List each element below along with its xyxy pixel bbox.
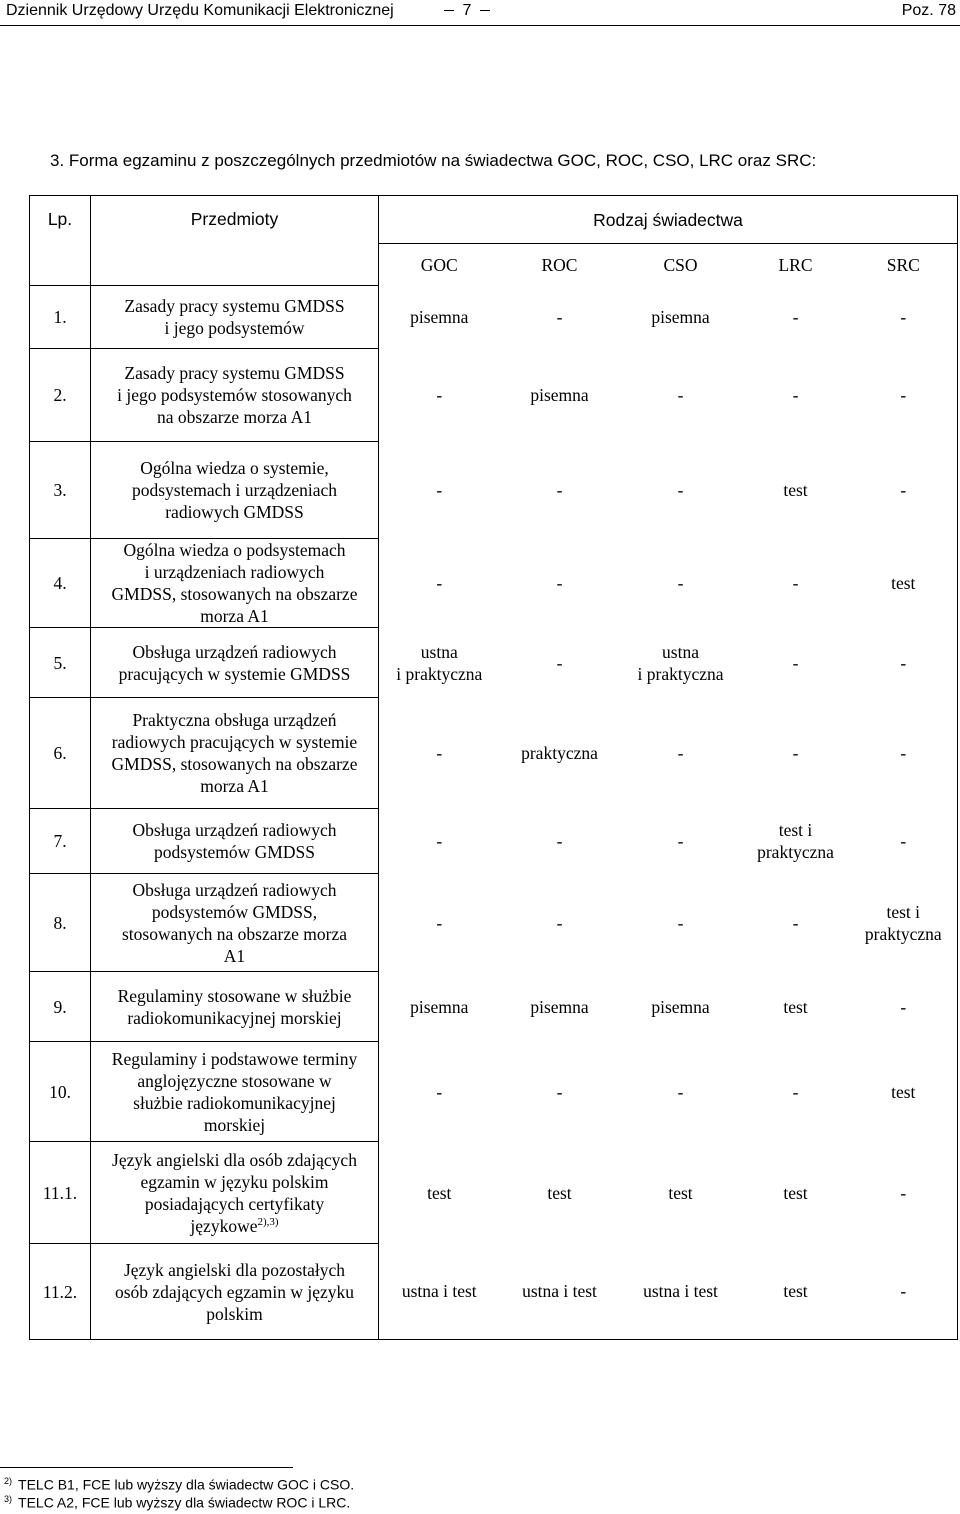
row-subject — [91, 628, 379, 698]
subject-line: radiowych GMDSS — [165, 502, 304, 522]
cell-lrc — [742, 286, 850, 349]
cell-text: - — [436, 912, 443, 933]
row-subject — [91, 1042, 379, 1142]
cell-text: - — [436, 743, 443, 763]
cell-roc — [500, 628, 620, 698]
cell-roc — [500, 286, 620, 349]
footnote-1 — [4, 1476, 354, 1493]
cell-text: praktyczna — [757, 842, 834, 862]
cell-lrc — [742, 972, 850, 1042]
cell-cso — [620, 1142, 742, 1244]
cell-src — [850, 628, 958, 698]
cell-text: - — [792, 743, 799, 763]
cell-text: test — [668, 1182, 693, 1203]
cell-goc — [379, 628, 500, 698]
header-src: SRC — [850, 244, 958, 286]
subject-line: pracujących w systemie GMDSS — [118, 663, 351, 684]
cell-text: - — [556, 912, 563, 933]
subject-line: stosowanych na obszarze morza — [122, 923, 347, 944]
cell-text: - — [677, 1081, 684, 1102]
cell-text: - — [900, 831, 907, 851]
cell-src — [850, 349, 958, 442]
cell-goc — [379, 972, 500, 1042]
cell-text: - — [556, 1081, 563, 1102]
subject-line: Język angielski dla osób zdających — [112, 1149, 357, 1170]
subject-line: podsystemów GMDSS — [154, 842, 315, 862]
subject-line: Zasady pracy systemu GMDSS — [124, 296, 345, 316]
cell-src — [850, 1042, 958, 1142]
cell-roc — [500, 442, 620, 539]
cell-goc — [379, 442, 500, 539]
cell-src — [850, 1244, 958, 1340]
footnote-2 — [4, 1494, 350, 1511]
cell-cso — [620, 698, 742, 809]
cell-text: ustna i test — [401, 1281, 477, 1302]
row-subject — [91, 286, 379, 349]
table-row — [30, 698, 958, 809]
subject-line: służbie radiokomunikacyjnej — [133, 1092, 336, 1113]
cell-text: pisemna — [410, 996, 469, 1017]
row-subject — [91, 698, 379, 809]
cell-text: ustna i test — [522, 1281, 597, 1302]
table-row — [30, 286, 958, 349]
page-number-value: 7 — [462, 2, 472, 19]
cell-roc — [500, 1244, 620, 1340]
table-body — [30, 286, 958, 1340]
header-goc: GOC — [379, 244, 500, 286]
cell-text: test — [783, 1182, 808, 1203]
subject-line: osób zdających egzamin w języku — [114, 1281, 355, 1302]
footnote-2-text: TELC A2, FCE lub wyższy dla świadectw ROC i LRC. — [18, 1494, 351, 1511]
cell-text: - — [677, 480, 684, 500]
cell-text: - — [900, 480, 907, 500]
cell-text: - — [436, 573, 443, 593]
cell-text: - — [900, 743, 907, 763]
cell-lrc — [742, 442, 850, 539]
subject-line: Obsługa urządzeń radiowych — [132, 879, 337, 900]
cell-text: - — [792, 307, 799, 327]
subject-line: egzamin w języku polskim — [140, 1171, 329, 1192]
journal-title: Dziennik Urzędowy Urzędu Komunikacji Elektronicznej — [6, 2, 394, 19]
cell-src — [850, 809, 958, 874]
subject-line: na obszarze morza A1 — [157, 407, 312, 427]
cell-src — [850, 1142, 958, 1244]
subject-line: Ogólna wiedza o podsystemach — [123, 540, 346, 560]
cell-text: - — [556, 831, 563, 851]
cell-text: test — [427, 1182, 452, 1203]
cell-lrc — [742, 809, 850, 874]
table-row — [30, 1042, 958, 1142]
subject-line: polskim — [206, 1303, 263, 1324]
row-lp: 2. — [30, 349, 91, 442]
cell-text: - — [436, 385, 443, 405]
cell-text: praktyczna — [521, 743, 598, 763]
cell-text: ustna — [662, 641, 699, 662]
row-lp: 4. — [30, 539, 91, 628]
row-lp: 3. — [30, 442, 91, 539]
row-lp: 9. — [30, 972, 91, 1042]
cell-text: i praktyczna — [637, 663, 724, 684]
cell-text: - — [436, 831, 443, 851]
cell-text: - — [436, 480, 443, 500]
cell-text: - — [792, 652, 799, 673]
cell-text: - — [900, 1182, 907, 1203]
cell-cso — [620, 1244, 742, 1340]
subject-line: i jego podsystemów — [164, 318, 305, 338]
cell-src — [850, 539, 958, 628]
row-lp: 6. — [30, 698, 91, 809]
row-subject — [91, 1142, 379, 1244]
cell-cso — [620, 628, 742, 698]
subject-line: podsystemów GMDSS, — [151, 901, 318, 922]
cell-cso — [620, 1042, 742, 1142]
table-row — [30, 442, 958, 539]
cell-text: pisemna — [530, 996, 589, 1017]
subject-line: posiadających certyfikaty — [144, 1193, 325, 1214]
cell-cso — [620, 809, 742, 874]
cell-roc — [500, 698, 620, 809]
exam-form-table — [29, 195, 958, 1340]
subject-line: Zasady pracy systemu GMDSS — [124, 363, 345, 383]
cell-goc — [379, 1042, 500, 1142]
cell-roc — [500, 809, 620, 874]
cell-text: test — [783, 996, 808, 1017]
cell-text: ustna — [420, 641, 458, 662]
cell-cso — [620, 442, 742, 539]
subject-line: GMDSS, stosowanych na obszarze — [111, 584, 358, 604]
cell-text: - — [556, 573, 563, 593]
subject-line: językowe — [190, 1215, 258, 1236]
cell-text: - — [900, 385, 907, 405]
footnote-1-mark: 2) — [4, 1476, 13, 1486]
table-row — [30, 874, 958, 972]
cell-lrc — [742, 539, 850, 628]
header-cso: CSO — [620, 244, 742, 286]
subject-line: Praktyczna obsługa urządzeń — [132, 710, 337, 730]
cell-text: - — [677, 743, 684, 763]
subject-line: Regulaminy stosowane w służbie — [117, 985, 352, 1006]
cell-roc — [500, 349, 620, 442]
header-subjects: Przedmioty — [91, 196, 379, 286]
cell-text: test — [783, 1281, 808, 1302]
subject-line: Obsługa urządzeń radiowych — [132, 820, 337, 840]
subject-line: i jego podsystemów stosowanych — [117, 385, 352, 405]
header-roc: ROC — [500, 244, 620, 286]
cell-cso — [620, 874, 742, 972]
cell-roc — [500, 972, 620, 1042]
cell-text: - — [900, 652, 907, 673]
cell-roc — [500, 1042, 620, 1142]
cell-goc — [379, 1142, 500, 1244]
cell-text: test — [547, 1182, 572, 1203]
subject-line: Obsługa urządzeń radiowych — [132, 641, 337, 662]
cell-src — [850, 286, 958, 349]
cell-text: - — [900, 307, 907, 327]
cell-text: pisemna — [410, 307, 469, 327]
table-row — [30, 628, 958, 698]
header-certificate-type: Rodzaj świadectwa — [379, 196, 958, 244]
subject-line: radiokomunikacyjnej morskiej — [127, 1007, 342, 1028]
cell-text: - — [900, 1281, 907, 1302]
table-row — [30, 1142, 958, 1244]
table-row — [30, 349, 958, 442]
cell-text: test i — [778, 820, 813, 840]
subject-line: podsystemach i urządzeniach — [131, 480, 338, 500]
subject-line: A1 — [223, 945, 246, 966]
cell-text: - — [677, 912, 684, 933]
subject-line: morza A1 — [200, 606, 269, 626]
cell-lrc — [742, 1244, 850, 1340]
cell-text: - — [900, 996, 907, 1017]
row-subject — [91, 442, 379, 539]
table-row — [30, 972, 958, 1042]
header-lp: Lp. — [30, 196, 91, 286]
subject-line: i urządzeniach radiowych — [144, 562, 325, 582]
cell-text: - — [436, 1081, 443, 1102]
cell-text: - — [792, 385, 799, 405]
cell-goc — [379, 809, 500, 874]
cell-text: - — [792, 912, 799, 933]
footnote-1-text: TELC B1, FCE lub wyższy dla świadectw GOC i CSO. — [18, 1476, 355, 1493]
header-lrc: LRC — [742, 244, 850, 286]
row-subject — [91, 539, 379, 628]
cell-src — [850, 874, 958, 972]
cell-src — [850, 698, 958, 809]
row-subject — [91, 1244, 379, 1340]
cell-text: pisemna — [651, 996, 710, 1017]
row-lp: 7. — [30, 809, 91, 874]
position-number: Poz. 78 — [901, 2, 956, 19]
footnote-2-mark: 3) — [4, 1494, 13, 1504]
cell-roc — [500, 874, 620, 972]
cell-text: test i — [886, 901, 921, 922]
row-lp: 5. — [30, 628, 91, 698]
cell-text: pisemna — [651, 307, 710, 327]
row-subject — [91, 874, 379, 972]
footnote-reference: 2),3) — [257, 1215, 279, 1228]
cell-cso — [620, 539, 742, 628]
subject-line: anglojęzyczne stosowane w — [137, 1070, 332, 1091]
cell-text: - — [792, 1081, 799, 1102]
cell-text: - — [556, 652, 563, 673]
cell-goc — [379, 698, 500, 809]
section-title: 3. Forma egzaminu z poszczególnych przedmiotów na świadectwa GOC, ROC, CSO, LRC oraz SRC: — [50, 151, 817, 170]
cell-lrc — [742, 874, 850, 972]
row-lp: 11.2. — [30, 1244, 91, 1340]
cell-cso — [620, 972, 742, 1042]
subject-line: Ogólna wiedza o systemie, — [140, 458, 329, 478]
cell-roc — [500, 1142, 620, 1244]
row-subject — [91, 809, 379, 874]
page-number — [440, 2, 494, 20]
cell-goc — [379, 349, 500, 442]
subject-line: Język angielski dla pozostałych — [123, 1259, 346, 1280]
row-lp: 11.1. — [30, 1142, 91, 1244]
cell-cso — [620, 349, 742, 442]
subject-line: radiowych pracujących w systemie — [111, 732, 358, 752]
cell-goc — [379, 539, 500, 628]
cell-text: - — [556, 480, 563, 500]
cell-lrc — [742, 349, 850, 442]
subject-line: Regulaminy i podstawowe terminy — [111, 1048, 358, 1069]
table-row — [30, 809, 958, 874]
cell-goc — [379, 874, 500, 972]
cell-roc — [500, 539, 620, 628]
table-row — [30, 1244, 958, 1340]
subject-line: morza A1 — [200, 776, 269, 796]
table-row — [30, 539, 958, 628]
subject-line: GMDSS, stosowanych na obszarze — [111, 754, 358, 774]
cell-lrc — [742, 698, 850, 809]
cell-src — [850, 972, 958, 1042]
cell-text: pisemna — [530, 385, 589, 405]
cell-text: - — [556, 307, 563, 327]
cell-goc — [379, 286, 500, 349]
row-lp: 1. — [30, 286, 91, 349]
cell-cso — [620, 286, 742, 349]
cell-lrc — [742, 1142, 850, 1244]
row-lp: 10. — [30, 1042, 91, 1142]
cell-text: - — [792, 573, 799, 593]
cell-goc — [379, 1244, 500, 1340]
cell-lrc — [742, 628, 850, 698]
cell-text: - — [677, 385, 684, 405]
cell-lrc — [742, 1042, 850, 1142]
footnote-rule — [0, 1467, 293, 1468]
row-subject — [91, 972, 379, 1042]
cell-text: i praktyczna — [396, 663, 483, 684]
cell-text: test — [783, 480, 808, 500]
cell-text: - — [677, 831, 684, 851]
header-rule — [0, 25, 960, 26]
cell-text: ustna i test — [643, 1281, 718, 1302]
page-header — [0, 0, 960, 27]
cell-text: test — [891, 573, 916, 593]
table-header-row — [30, 196, 958, 244]
row-subject — [91, 349, 379, 442]
row-lp: 8. — [30, 874, 91, 972]
cell-text: praktyczna — [864, 923, 942, 944]
cell-text: - — [677, 573, 684, 593]
cell-text: test — [891, 1081, 916, 1102]
subject-line: morskiej — [203, 1114, 266, 1135]
cell-src — [850, 442, 958, 539]
